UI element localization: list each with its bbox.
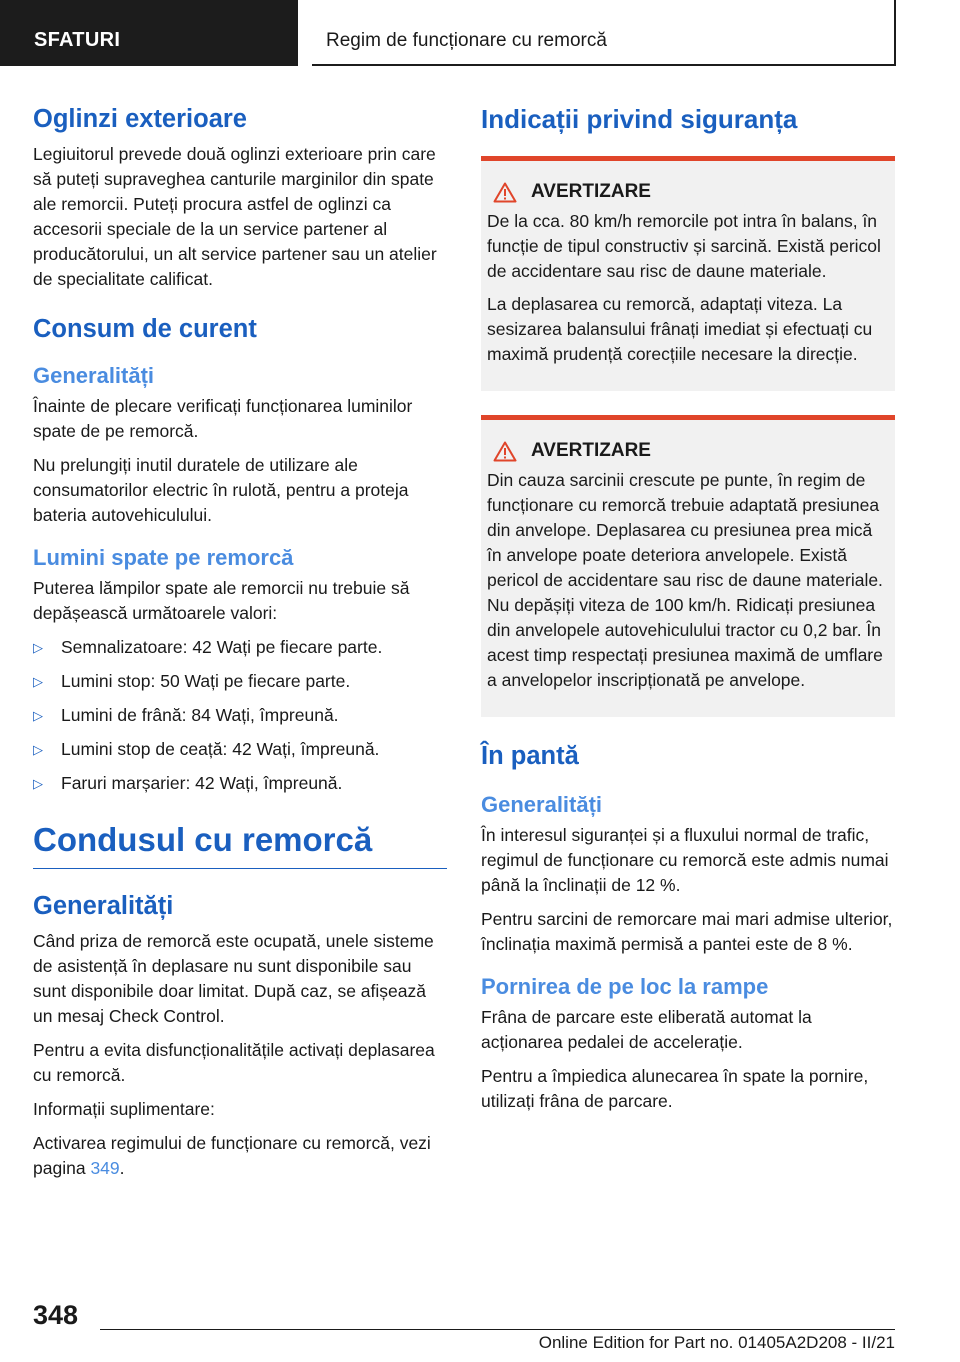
list-item: ▷ Lumini stop: 50 Wați pe fiecare parte. [33,669,447,694]
general-p2: Nu prelungiți inutil duratele de utilizare ale consumatorilor electric în rulotă, pentru a proteja bateria autovehiculului. [33,455,409,525]
triangle-bullet-icon: ▷ [33,708,43,723]
ramp-p2: Pentru a împiedica alunecarea în spate la pornire, utilizați frâna de parcare. [481,1066,869,1111]
triangle-bullet-icon: ▷ [33,742,43,757]
driving-heading: Condusul cu remorcă [33,821,373,858]
right-column [481,104,895,1123]
warning1-p2: La deplasarea cu remorcă, adaptați viteza. La sesizarea balansului frânați imediat și efectuați cu maximă prudență corecțiile necesare la direcție. [487,294,873,364]
warning-triangle-icon [493,182,517,203]
mirrors-text: Legiuitorul prevede două oglinzi exterioare prin care să puteți supraveghea canturile marginilor din spate ale remorcii. Puteți procura astfel de oglinzi ca accesorii speciale de la un service partener al producătorului, un alt service partener sau un atelier de specialitate calificat. [33,144,437,289]
warning-triangle-icon [493,441,517,462]
header-title-box [312,0,896,66]
slope-general-heading: Generalități [481,792,603,817]
triangle-bullet-icon: ▷ [33,640,43,655]
lights-list [33,635,447,796]
slope-heading: În pantă [481,742,579,770]
warning-header [487,181,887,203]
footer-divider [100,1329,895,1330]
slope-general-p1: În interesul siguranței și a fluxului normal de trafic, regimul de funcționare cu remorcă este admis numai până la înclinații de 12 %. [481,825,889,895]
list-item: ▷ Faruri marșarier: 42 Wați, împreună. [33,771,447,796]
general2-heading: Generalități [33,892,174,920]
driving-heading-block [33,820,447,869]
header-section-tab [0,0,298,66]
page-link[interactable]: 349 [90,1158,120,1178]
footer-edition: Online Edition for Part no. 01405A2D208 - II/21 [538,1333,895,1352]
left-column [33,104,447,1190]
general-p1: Înainte de plecare verificați funcționarea luminilor spate de pe remorcă. [33,396,413,441]
triangle-bullet-icon: ▷ [33,776,43,791]
general2-p3: Informații suplimentare: [33,1099,215,1119]
general2-p1: Când priza de remorcă este ocupată, unele sisteme de asistență în deplasare nu sunt disponibile sau sunt disponibile doar limitat. După caz, se afișează un mesaj Check Control. [33,931,434,1026]
ramp-heading: Pornirea de pe loc la rampe [481,974,769,999]
general-heading: Generalități [33,363,155,388]
ramp-p1: Frâna de parcare este eliberată automat la acționarea pedalei de accelerație. [481,1007,812,1052]
warning-box [481,415,895,717]
lights-intro: Puterea lămpilor spate ale remorcii nu trebuie să depășească următoarele valori: [33,578,410,623]
safety-heading: Indicații privind siguranța [481,104,798,134]
warning-label: AVERTIZARE [531,440,651,461]
warning-label: AVERTIZARE [531,181,651,202]
general2-p4: Activarea regimului de funcționare cu remorcă, vezi pagina 349. [33,1133,431,1178]
header-section-label: SFATURI [34,29,121,51]
warning1-p1: De la cca. 80 km/h remorcile pot intra în balans, în funcție de tipul constructiv și sarcină. Există pericol de accidentare sau risc de daune materiale. [487,211,881,281]
warning-box [481,156,895,391]
list-item: ▷ Semnalizatoare: 42 Wați pe fiecare parte. [33,635,447,660]
power-heading: Consum de curent [33,315,257,343]
page-number: 348 [33,1300,79,1330]
list-item: ▷ Lumini de frână: 84 Wați, împreună. [33,703,447,728]
mirrors-heading: Oglinzi exterioare [33,105,247,133]
triangle-bullet-icon: ▷ [33,674,43,689]
slope-general-p2: Pentru sarcini de remorcare mai mari admise ulterior, înclinația maximă permisă a pantei este de 8 %. [481,909,893,954]
general2-p2: Pentru a evita disfuncționalitățile activați deplasarea cu remorcă. [33,1040,435,1085]
header-title: Regim de funcționare cu remorcă [326,30,607,51]
list-item: ▷ Lumini stop de ceață: 42 Wați, împreună. [33,737,447,762]
warning-header [487,440,887,462]
warning2-p1: Din cauza sarcinii crescute pe punte, în regim de funcționare cu remorcă trebuie adaptată presiunea din anvelope. Deplasarea cu presiunea prea mică în anvelope poate deteriora anvelopele. Există pericol de accidentare sau risc de daune materiale. Nu depășiți viteza de 100 km/h. Ridicați presiunea din anvelopele autovehiculului tractor cu 0,2 bar. În acest timp respectați presiunea maximă de umflare a anvelopelor inscripționată pe anvelope. [487,470,883,690]
lights-heading: Lumini spate pe remorcă [33,545,294,570]
